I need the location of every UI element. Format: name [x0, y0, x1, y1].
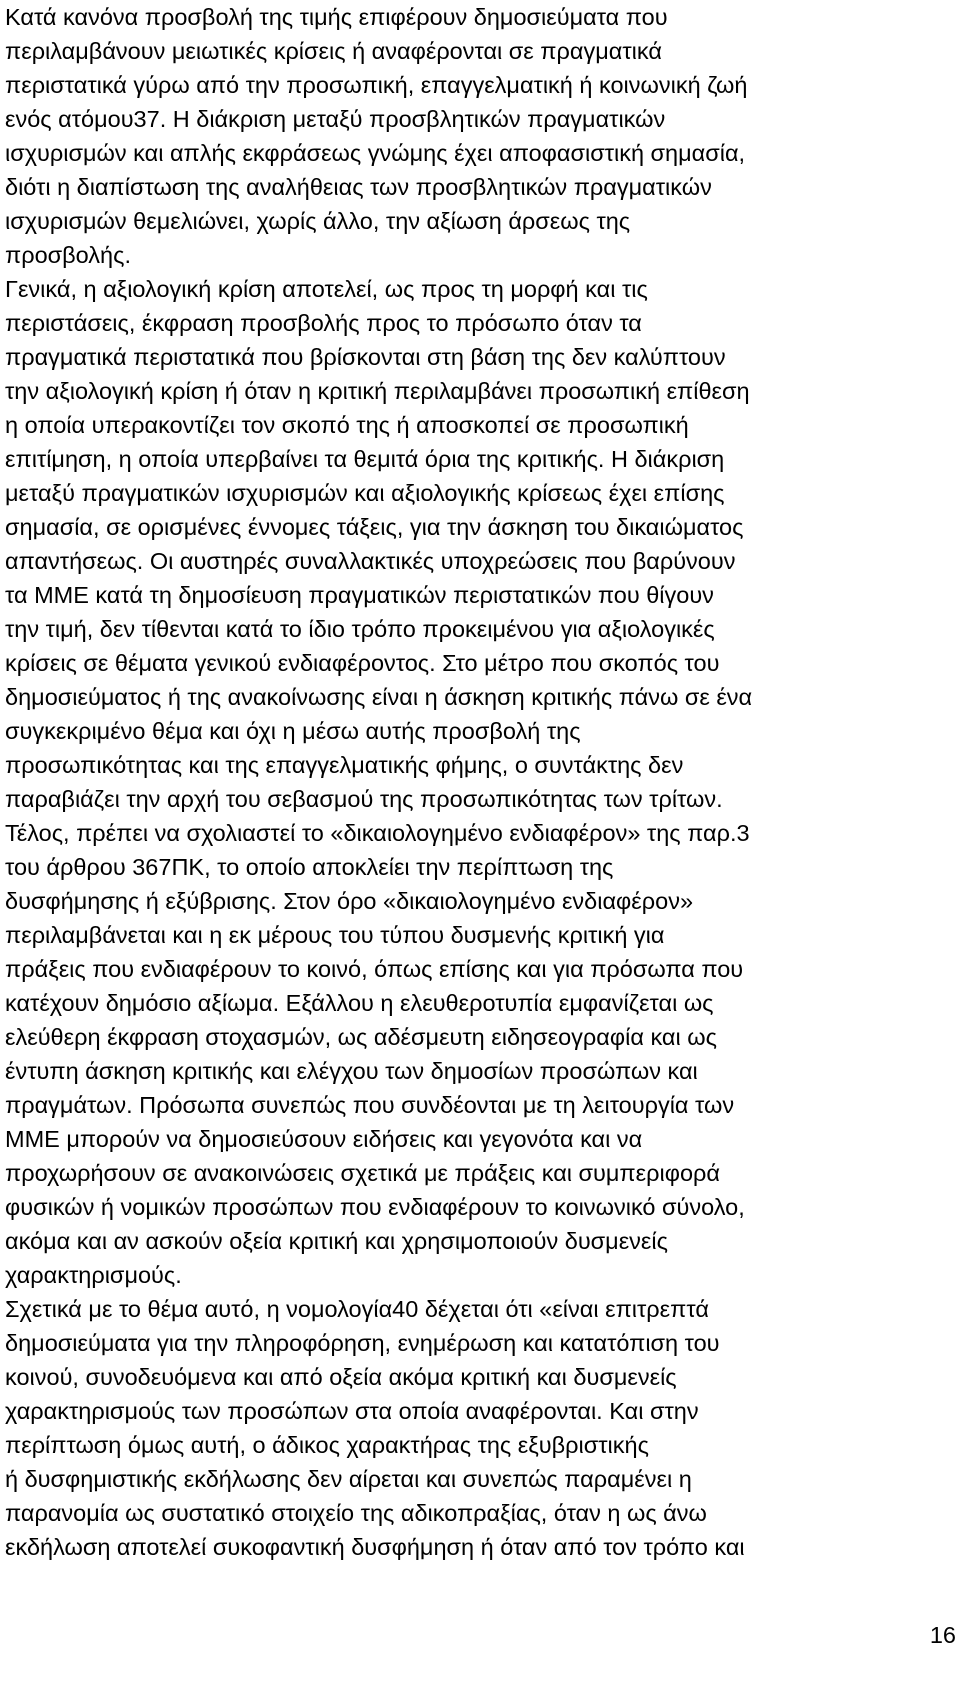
text-line: κοινού, συνοδευόμενα και από οξεία ακόμα κριτική και δυσμενείς — [5, 1364, 677, 1390]
text-line: δημοσιεύματος ή της ανακοίνωσης είναι η άσκηση κριτικής πάνω σε ένα — [5, 684, 753, 710]
text-line: εκδήλωση αποτελεί συκοφαντική δυσφήμηση ή όταν από τον τρόπο και — [5, 1534, 745, 1560]
text-line: διότι η διαπίστωση της αναλήθειας των προσβλητικών πραγματικών — [5, 174, 712, 200]
text-line: προχωρήσουν σε ανακοινώσεις σχετικά με πράξεις και συμπεριφορά — [5, 1160, 720, 1186]
text-line: περιστατικά γύρω από την προσωπική, επαγγελματική ή κοινωνική ζωή — [5, 72, 748, 98]
text-line: πραγματικά περιστατικά που βρίσκονται στη βάση της δεν καλύπτουν — [5, 344, 726, 370]
text-line: απαντήσεως. Οι αυστηρές συναλλακτικές υποχρεώσεις που βαρύνουν — [5, 548, 736, 574]
text-line: Σχετικά με το θέμα αυτό, η νομολογία40 δέχεται ότι «είναι επιτρεπτά — [5, 1296, 709, 1322]
text-line: ισχυρισμών θεμελιώνει, χωρίς άλλο, την αξίωση άρσεως της — [5, 208, 631, 234]
text-line: παραβιάζει την αρχή του σεβασμού της προσωπικότητας των τρίτων. — [5, 786, 723, 812]
text-line: την τιμή, δεν τίθενται κατά το ίδιο τρόπο προκειμένου για αξιολογικές — [5, 616, 715, 642]
text-line: επιτίμηση, η οποία υπερβαίνει τα θεμιτά όρια της κριτικής. Η διάκριση — [5, 446, 725, 472]
text-line: πραγμάτων. Πρόσωπα συνεπώς που συνδέονται με τη λειτουργία των — [5, 1092, 735, 1118]
text-line: περιλαμβάνεται και η εκ μέρους του τύπου δυσμενής κριτική για — [5, 922, 665, 948]
text-line: κρίσεις σε θέματα γενικού ενδιαφέροντος. Στο μέτρο που σκοπός του — [5, 650, 720, 676]
text-line: περιστάσεις, έκφραση προσβολής προς το πρόσωπο όταν τα — [5, 310, 642, 336]
text-line: ακόμα και αν ασκούν οξεία κριτική και χρησιμοποιούν δυσμενείς — [5, 1228, 668, 1254]
text-line: δυσφήμησης ή εξύβρισης. Στον όρο «δικαιολογημένο ενδιαφέρον» — [5, 888, 694, 914]
text-line: προσωπικότητας και της επαγγελματικής φήμης, ο συντάκτης δεν — [5, 752, 684, 778]
text-line: περιλαμβάνουν μειωτικές κρίσεις ή αναφέρονται σε πραγματικά — [5, 38, 662, 64]
text-line: σημασία, σε ορισμένες έννομες τάξεις, για την άσκηση του δικαιώματος — [5, 514, 744, 540]
text-line: του άρθρου 367ΠΚ, το οποίο αποκλείει την περίπτωση της — [5, 854, 614, 880]
text-line: την αξιολογική κρίση ή όταν η κριτική περιλαμβάνει προσωπική επίθεση — [5, 378, 750, 404]
text-line: πράξεις που ενδιαφέρουν το κοινό, όπως επίσης και για πρόσωπα που — [5, 956, 744, 982]
text-line: ΜΜΕ μπορούν να δημοσιεύσουν ειδήσεις και γεγονότα και να — [5, 1126, 643, 1152]
text-line: δημοσιεύματα για την πληροφόρηση, ενημέρωση και κατατόπιση του — [5, 1330, 720, 1356]
text-line: η οποία υπερακοντίζει τον σκοπό της ή αποσκοπεί σε προσωπική — [5, 412, 689, 438]
text-line: Τέλος, πρέπει να σχολιαστεί το «δικαιολογημένο ενδιαφέρον» της παρ.3 — [5, 820, 750, 846]
text-line: περίπτωση όμως αυτή, ο άδικος χαρακτήρας της εξυβριστικής — [5, 1432, 649, 1458]
text-line: χαρακτηρισμούς των προσώπων στα οποία αναφέρονται. Και στην — [5, 1398, 699, 1424]
text-line: Γενικά, η αξιολογική κρίση αποτελεί, ως προς τη μορφή και τις — [5, 276, 648, 302]
document-page — [5, 0, 955, 1686]
text-line: προσβολής. — [5, 242, 131, 268]
text-line: χαρακτηρισμούς. — [5, 1262, 182, 1288]
text-line: ενός ατόμου37. Η διάκριση μεταξύ προσβλητικών πραγματικών — [5, 106, 666, 132]
text-line: φυσικών ή νομικών προσώπων που ενδιαφέρουν το κοινωνικό σύνολο, — [5, 1194, 745, 1220]
text-line: έντυπη άσκηση κριτικής και ελέγχου των δημοσίων προσώπων και — [5, 1058, 698, 1084]
text-line: κατέχουν δημόσιο αξίωμα. Εξάλλου η ελευθεροτυπία εμφανίζεται ως — [5, 990, 714, 1016]
text-line: ισχυρισμών και απλής εκφράσεως γνώμης έχει αποφασιστική σημασία, — [5, 140, 746, 166]
text-line: τα ΜΜΕ κατά τη δημοσίευση πραγματικών περιστατικών που θίγουν — [5, 582, 714, 608]
text-line: Κατά κανόνα προσβολή της τιμής επιφέρουν δημοσιεύματα που — [5, 4, 668, 30]
page-number: 16 — [929, 1622, 956, 1648]
text-line: ελεύθερη έκφραση στοχασμών, ως αδέσμευτη ειδησεογραφία και ως — [5, 1024, 717, 1050]
text-line: παρανομία ως συστατικό στοιχείο της αδικοπραξίας, όταν η ως άνω — [5, 1500, 707, 1526]
text-line: ή δυσφημιστικής εκδήλωσης δεν αίρεται και συνεπώς παραμένει η — [5, 1466, 692, 1492]
text-line: συγκεκριμένο θέμα και όχι η μέσω αυτής προσβολή της — [5, 718, 581, 744]
text-line: μεταξύ πραγματικών ισχυρισμών και αξιολογικής κρίσεως έχει επίσης — [5, 480, 725, 506]
